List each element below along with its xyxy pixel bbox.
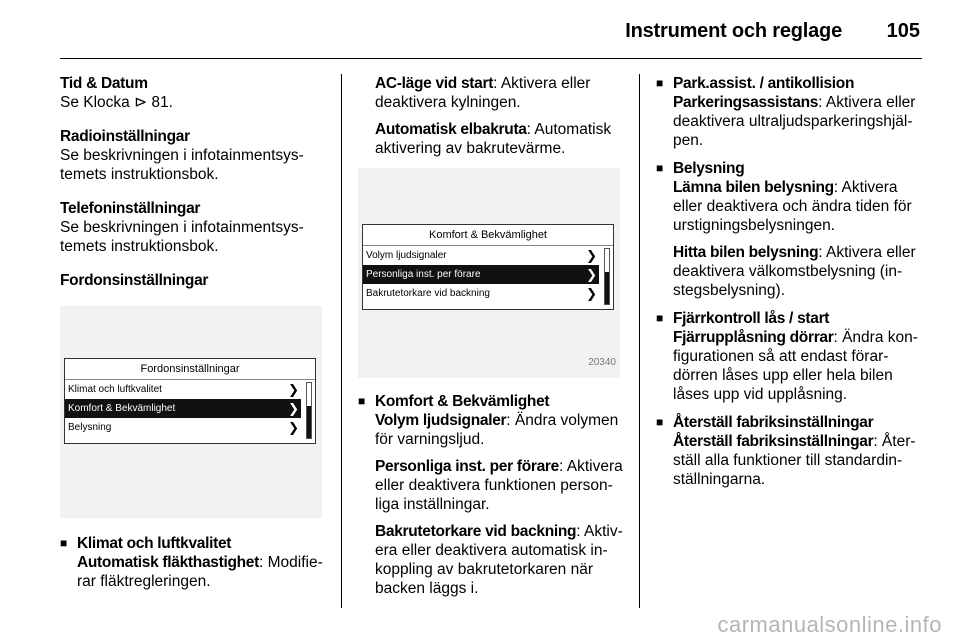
column-divider (639, 74, 640, 608)
bullet-komfort (358, 392, 626, 598)
menu-item-selected (65, 399, 301, 418)
page-header (0, 0, 960, 60)
bullet-icon: ■ (656, 161, 663, 175)
bullet-fjarrkontroll (656, 309, 924, 404)
menu-item-label: Komfort & Bekvämlighet (68, 403, 176, 414)
figure-komfort (358, 168, 620, 378)
entry-text: : Modifie-rar fläktregleringen. (77, 554, 323, 590)
bullet-title: Fjärrkontroll lås / start (673, 310, 830, 327)
bullet-title: Belysning (673, 160, 745, 177)
entry-text: : Aktivera eller deaktivera ultraljudsparkeringshjäl-pen. (673, 94, 916, 149)
bullet-aterstall (656, 413, 924, 489)
entry-text: : Åter-ställ alla funktioner till standardin-ställningarna. (673, 433, 916, 488)
entry-term: Automatisk fläkthastighet (77, 554, 259, 571)
entry-text: : Automatisk aktivering av bakrutevärme. (375, 121, 612, 157)
chevron-right-icon: ❯ (288, 382, 299, 397)
entry (375, 522, 626, 598)
entry-term: Återställ fabriksinställningar (673, 433, 874, 450)
section-radio (60, 127, 330, 184)
section-text: Se Klocka ⊳ 81. (60, 94, 173, 111)
entry-term: Bakrutetorkare vid backning (375, 523, 577, 540)
section-text: Se beskrivningen i infotainmentsys-temets instruktionsbok. (60, 219, 304, 255)
section-tid-datum (60, 74, 330, 112)
bullet-icon: ■ (656, 415, 663, 429)
section-heading: Tid & Datum (60, 75, 148, 92)
display-screen (362, 224, 614, 310)
chevron-right-icon: ❯ (586, 267, 597, 282)
page-title: Instrument och reglage (625, 20, 842, 42)
bullet-icon: ■ (60, 536, 67, 550)
section-heading: Telefoninställningar (60, 200, 201, 217)
menu-item-label: Belysning (68, 422, 112, 433)
entry (375, 457, 626, 514)
entry-text: : Ändra volymen för varningsljud. (375, 412, 619, 448)
bullet-park (656, 74, 924, 150)
section-heading: Radioinställningar (60, 128, 190, 145)
entry (673, 432, 924, 489)
entry-term: Personliga inst. per förare (375, 458, 559, 475)
header-divider (60, 58, 922, 59)
chevron-right-icon: ❯ (586, 286, 597, 301)
bullet-klimat (60, 534, 330, 591)
menu-item-label: Bakrutetorkare vid backning (366, 288, 490, 299)
scroll-thumb (307, 406, 311, 438)
entry (77, 553, 330, 591)
entry (673, 328, 924, 404)
entry (673, 243, 924, 300)
chevron-right-icon: ❯ (288, 420, 299, 435)
section-heading: Fordonsinställningar (60, 272, 209, 289)
scroll-thumb (605, 272, 609, 304)
entry-term: Automatisk elbakruta (375, 121, 527, 138)
section-text: Se beskrivningen i infotainmentsys-temets instruktionsbok. (60, 147, 304, 183)
bullet-title: Återställ fabriksinställningar (673, 414, 874, 431)
screen-title: Fordonsinställningar (65, 359, 315, 380)
screen-title: Komfort & Bekvämlighet (363, 225, 613, 246)
scrollbar (306, 382, 312, 439)
entry-term: Parkeringsassistans (673, 94, 819, 111)
chevron-right-icon: ❯ (288, 401, 299, 416)
column-2 (358, 74, 626, 607)
section-telefon (60, 199, 330, 256)
entry-term: AC-läge vid start (375, 75, 494, 92)
entry-term: Fjärrupplåsning dörrar (673, 329, 834, 346)
bullet-icon: ■ (656, 311, 663, 325)
entry-text: : Aktivera eller deaktivera och ändra tiden för urstigningsbelysningen. (673, 179, 912, 234)
entry-text: : Aktivera eller deaktivera välkomstbelysning (in-stegsbelysning). (673, 244, 916, 299)
page-number: 105 (886, 20, 920, 42)
bullet-icon: ■ (656, 76, 663, 90)
entry (375, 74, 626, 112)
column-1 (60, 74, 330, 600)
entry-text: : Aktivera eller deaktivera kylningen. (375, 75, 591, 111)
entry-text: : Aktiv-era eller deaktivera automatisk in-koppling av bakrutetorkaren när backen läggs i. (375, 523, 623, 597)
menu-item (363, 284, 599, 303)
entry-term: Lämna bilen belysning (673, 179, 834, 196)
bullet-belysning (656, 159, 924, 300)
entry (673, 93, 924, 150)
entry-text: : Aktivera eller deaktivera funktionen person-liga inställningar. (375, 458, 623, 513)
figure-code: 20340 (588, 357, 616, 368)
display-screen (64, 358, 316, 444)
entry (673, 178, 924, 235)
entry-term: Hitta bilen belysning (673, 244, 819, 261)
section-fordon (60, 271, 330, 290)
entry-term: Volym ljudsignaler (375, 412, 507, 429)
figure-fordonsinstallningar (60, 306, 322, 518)
bullet-title: Klimat och luftkvalitet (77, 535, 232, 552)
menu-item (65, 380, 301, 399)
bullet-title: Park.assist. / antikollision (673, 75, 855, 92)
column-divider (341, 74, 342, 608)
chevron-right-icon: ❯ (586, 248, 597, 263)
menu-item-label: Klimat och luftkvalitet (68, 384, 162, 395)
entry (375, 120, 626, 158)
watermark: carmanualsonline.info (717, 612, 942, 637)
bullet-icon: ■ (358, 394, 365, 408)
bullet-title: Komfort & Bekvämlighet (375, 393, 550, 410)
menu-item (65, 418, 301, 437)
menu-item-selected (363, 265, 599, 284)
scrollbar (604, 248, 610, 305)
menu-item-label: Volym ljudsignaler (366, 250, 447, 261)
entry (375, 411, 626, 449)
menu-item (363, 246, 599, 265)
column-3 (656, 74, 924, 498)
entry-text: : Ändra kon-figurationen så att endast förar-dörren låses upp eller hela bilen låses upp vid upplåsning. (673, 329, 918, 403)
menu-item-label: Personliga inst. per förare (366, 269, 481, 280)
